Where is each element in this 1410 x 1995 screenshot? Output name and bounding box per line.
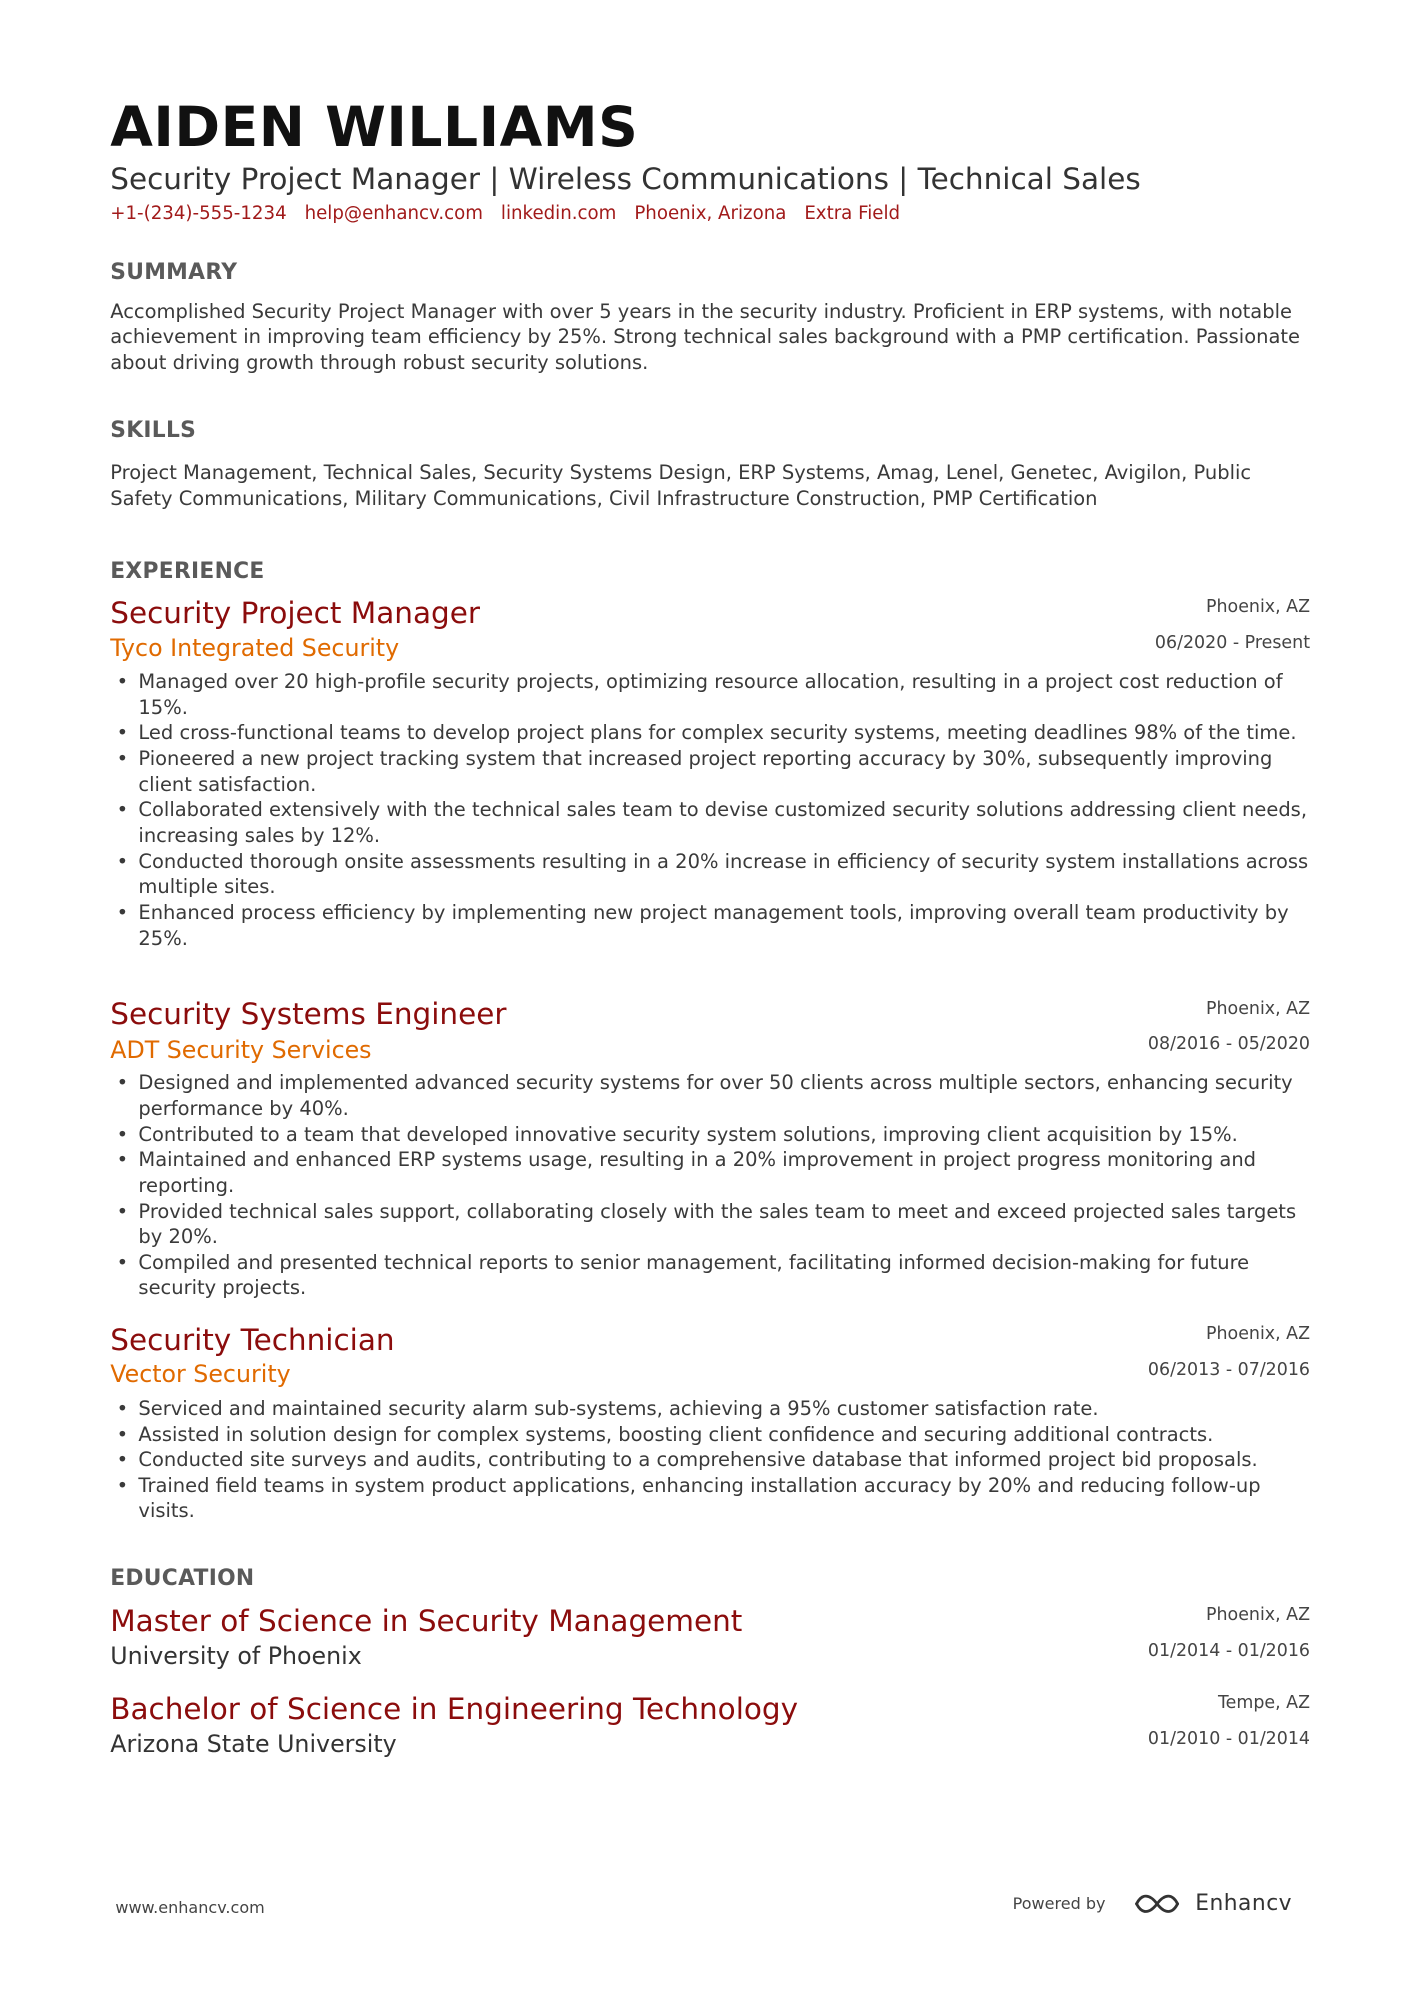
job-title: Security Systems Engineer (110, 997, 507, 1032)
bullet-item: • Assisted in solution design for complex systems, boosting client confidence and securing additional contracts. (110, 1422, 1315, 1448)
education-location: Phoenix, AZ (1205, 1604, 1311, 1625)
education-location: Tempe, AZ (1217, 1693, 1311, 1714)
job-company: Tyco Integrated Security (110, 634, 400, 663)
job-dates: 06/2020 - Present (1154, 633, 1311, 654)
education-dates: 01/2014 - 01/2016 (1147, 1640, 1311, 1661)
bullet-item: • Compiled and presented technical reports to senior management, facilitating informed decision-making for future security projects. (110, 1250, 1315, 1301)
enhancv-brand-name: Enhancv (1195, 1890, 1293, 1916)
job-bullets (110, 669, 1315, 951)
footer-branding (1013, 1891, 1292, 1917)
bullet-item: • Pioneered a new project tracking system that increased project reporting accuracy by 30%, subsequently improving client satisfaction. (110, 746, 1315, 797)
bullet-item: • Led cross-functional teams to develop project plans for complex security systems, meeting deadlines 98% of the time. (110, 720, 1315, 746)
bullet-item: • Collaborated extensively with the technical sales team to devise customized security solutions addressing client needs, increasing sales by 12%. (110, 797, 1315, 848)
bullet-item: • Trained field teams in system product applications, enhancing installation accuracy by 20% and reducing follow-up visits. (110, 1473, 1315, 1524)
skills-heading: SKILLS (110, 417, 197, 443)
contact-location: Phoenix, Arizona (634, 202, 787, 224)
enhancv-logo-icon (1134, 1891, 1180, 1917)
footer-website-link[interactable]: www.enhancv.com (115, 1898, 265, 1918)
job-bullets (110, 1070, 1315, 1301)
job-company: Vector Security (110, 1359, 291, 1388)
bullet-item: • Maintained and enhanced ERP systems usage, resulting in a 20% improvement in project progress monitoring and reporting. (110, 1147, 1315, 1198)
contact-linkedin[interactable]: linkedin.com (500, 202, 617, 224)
candidate-tagline: Security Project Manager | Wireless Communications | Technical Sales (110, 161, 1141, 196)
skills-text: Project Management, Technical Sales, Security Systems Design, ERP Systems, Amag, Lenel, Genetec, Avigilon, Public Safety Communications, Military Communications, Civil Infrastructure Construction, PMP Certification (110, 461, 1252, 510)
bullet-item: • Serviced and maintained security alarm sub-systems, achieving a 95% customer satisfaction rate. (110, 1396, 1315, 1422)
education-heading: EDUCATION (110, 1566, 255, 1592)
bullet-item: • Managed over 20 high-profile security projects, optimizing resource allocation, resulting in a project cost reduction of 15%. (110, 669, 1315, 720)
job-bullets (110, 1396, 1315, 1524)
bullet-item: • Conducted site surveys and audits, contributing to a comprehensive database that informed project bid proposals. (110, 1447, 1315, 1473)
contact-phone[interactable]: +1-(234)-555-1234 (110, 202, 287, 224)
education-dates: 01/2010 - 01/2014 (1147, 1729, 1311, 1750)
experience-heading: EXPERIENCE (110, 558, 265, 584)
summary-text: Accomplished Security Project Manager with over 5 years in the security industry. Proficient in ERP systems, with notable achievement in improving team efficiency by 25%. Strong technical sales background with a PMP certification. Passionate about driving growth through robust security solutions. (110, 299, 1301, 374)
job-title: Security Technician (110, 1322, 395, 1357)
degree-title: Bachelor of Science in Engineering Technology (110, 1691, 799, 1726)
job-dates: 06/2013 - 07/2016 (1147, 1359, 1311, 1380)
job-dates: 08/2016 - 05/2020 (1147, 1034, 1311, 1055)
candidate-name: AIDEN WILLIAMS (110, 94, 639, 159)
job-location: Phoenix, AZ (1205, 597, 1311, 618)
bullet-item: • Contributed to a team that developed innovative security system solutions, improving client acquisition by 15%. (110, 1122, 1315, 1148)
contact-email[interactable]: help@enhancv.com (304, 202, 483, 224)
bullet-item: • Provided technical sales support, collaborating closely with the sales team to meet and exceed projected sales targets by 20%. (110, 1199, 1315, 1250)
bullet-item: • Conducted thorough onsite assessments resulting in a 20% increase in efficiency of security system installations across multiple sites. (110, 849, 1315, 900)
school-name: University of Phoenix (110, 1641, 362, 1670)
school-name: Arizona State University (110, 1730, 397, 1759)
contact-extra-field: Extra Field (804, 202, 901, 224)
bullet-item: • Enhanced process efficiency by implementing new project management tools, improving overall team productivity by 25%. (110, 900, 1315, 951)
bullet-item: • Designed and implemented advanced security systems for over 50 clients across multiple sectors, enhancing security performance by 40%. (110, 1070, 1315, 1121)
powered-by-label: Powered by (1012, 1893, 1106, 1913)
degree-title: Master of Science in Security Management (110, 1603, 743, 1638)
job-company: ADT Security Services (110, 1035, 372, 1064)
summary-heading: SUMMARY (110, 260, 238, 286)
job-location: Phoenix, AZ (1205, 1324, 1311, 1345)
contact-info (110, 203, 900, 224)
job-location: Phoenix, AZ (1205, 998, 1311, 1019)
job-title: Security Project Manager (110, 596, 480, 631)
